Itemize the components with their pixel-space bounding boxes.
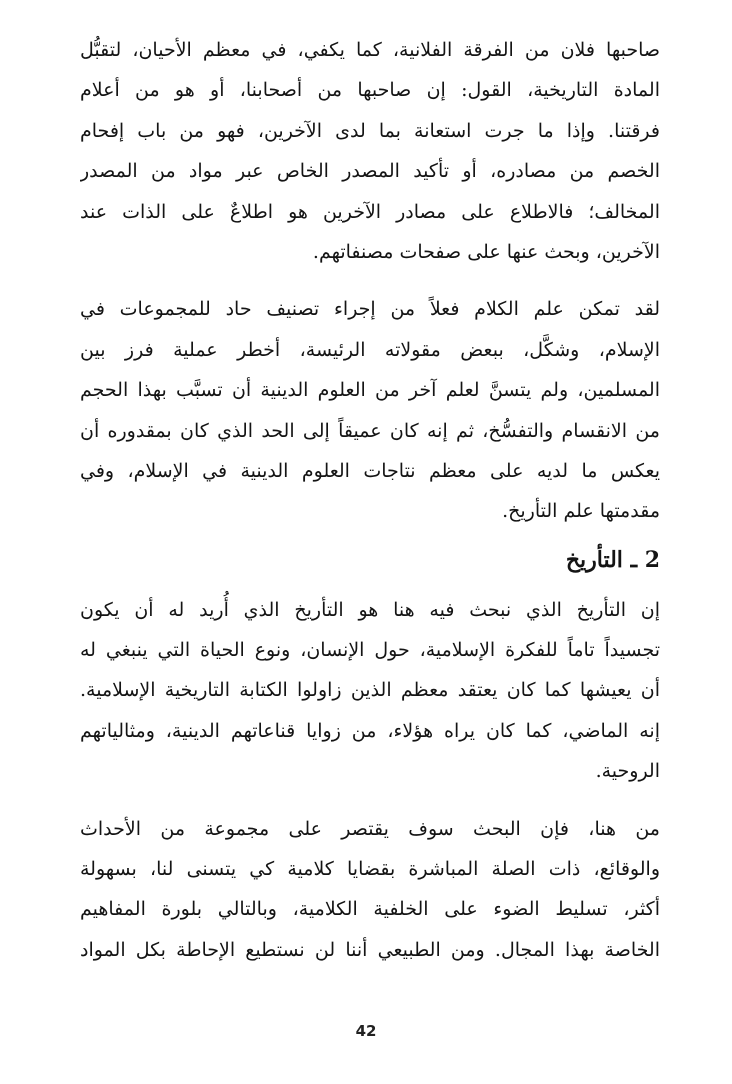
text-line: الإسلام، وشكَّل، ببعض مقولاته الرئيسة، أخطر عملية فرز بين (80, 338, 660, 361)
text-line: لقد تمكن علم الكلام فعلاً من إجراء تصنيف حاد للمجموعات في (80, 298, 660, 321)
text-line: المخالف؛ فالاطلاع على مصادر الآخرين هو اطلاعٌ على الذات عند (80, 200, 660, 223)
text-line: والوقائع، ذات الصلة المباشرة بقضايا كلامية كي يتسنى لنا، بسهولة (80, 858, 660, 881)
text-line: مقدمتها علم التأريخ. (502, 500, 660, 523)
text-line: تجسيداً تاماً للفكرة الإسلامية، حول الإنسان، ونوع الحياة التي ينبغي له (80, 639, 660, 662)
text-line: أكثر، تسليط الضوء على الخلفية الكلامية، وبالتالي بلورة المفاهيم (80, 898, 660, 921)
text-line: المادة التاريخية، القول: إن صاحبها من أصحابنا، أو هو من أعلام (80, 79, 660, 102)
text-line: الخاصة بهذا المجال. ومن الطبيعي أننا لن نستطيع الإحاطة بكل المواد (80, 938, 660, 961)
paragraph-2 (80, 289, 660, 531)
text-line: فرقتنا. وإذا ما جرت استعانة بما لدى الآخرين، فهو من باب إفحام (80, 119, 660, 142)
text-line: الخصم من مصادره، أو تأكيد المصدر الخاص عبر مواد من المصدر (80, 160, 660, 183)
text-line: إن التأريخ الذي نبحث فيه هنا هو التأريخ الذي أُريد له أن يكون (80, 598, 660, 621)
text-line: من هنا، فإن البحث سوف يقتصر على مجموعة من الأحداث (80, 817, 660, 840)
paragraph-3 (80, 590, 660, 792)
text-line: يعكس ما لديه على معظم نتاجات العلوم الدينية في الإسلام، وفي (80, 459, 660, 482)
text-line: إنه الماضي، كما كان يراه هؤلاء، من زوايا قناعاتهم الدينية، ومثالياتهم (80, 719, 660, 742)
text-line: من الانقسام والتفسُّخ، ثم إنه كان عميقاً إلى الحد الذي كان بمقدوره أن (80, 419, 660, 442)
page-body (80, 30, 660, 970)
text-line: أن يعيشها كما كان يعتقد معظم الذين زاولوا الكتابة التاريخية الإسلامية. (80, 679, 660, 702)
paragraph-1 (80, 30, 660, 272)
paragraph-4 (80, 809, 660, 971)
text-line: الروحية. (595, 760, 660, 783)
text-line: الآخرين، وبحث عنها على صفحات مصنفاتهم. (312, 240, 660, 263)
text-line: المسلمين، ولم يتسنَّ لعلم آخر من العلوم الدينية أن تسبَّب بهذا الحجم (80, 379, 660, 402)
page-number: 42 (355, 1022, 377, 1040)
text-line: صاحبها فلان من الفرقة الفلانية، كما يكفي، في معظم الأحيان، لتقبُّل (80, 39, 660, 61)
section-heading: 2 ـ التأريخ (565, 546, 660, 573)
